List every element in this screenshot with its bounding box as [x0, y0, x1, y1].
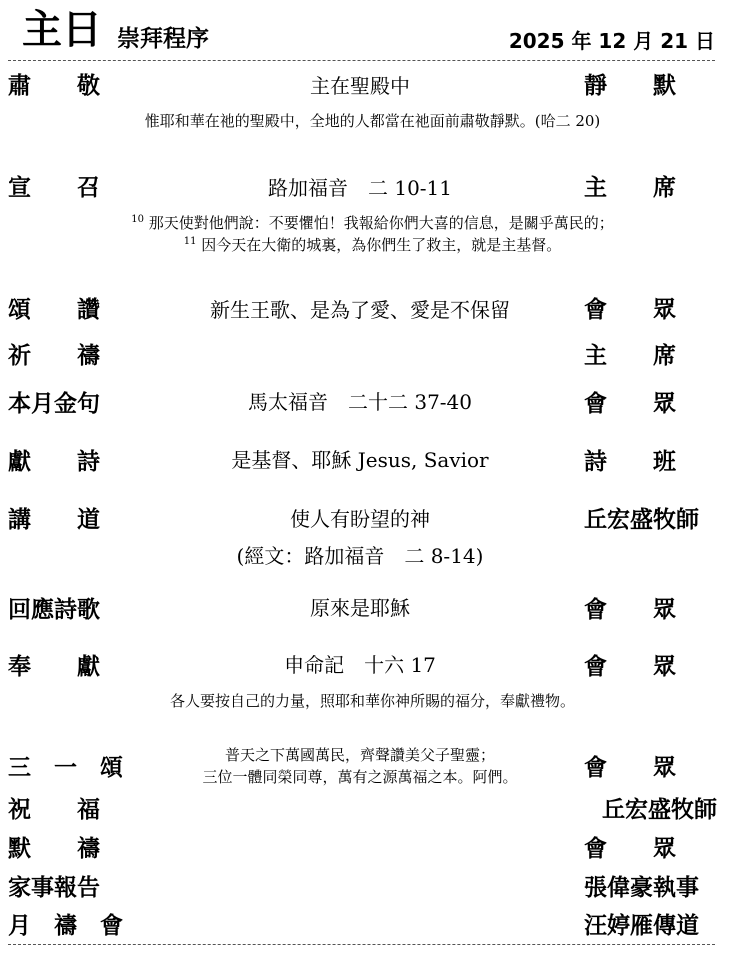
item-label-golden-verse: 本月金句	[8, 391, 100, 417]
top-divider	[8, 60, 715, 61]
item-center-call: 路加福音 二 10-11	[267, 176, 452, 200]
item-right-anthem: 詩 班	[584, 449, 676, 475]
item-right-reverence: 靜 默	[584, 73, 676, 99]
item-label-offering: 奉 獻	[8, 654, 100, 680]
item-note-call-line2: $^{11}$ 因今天在大衛的城裏，為你們生了救主，就是主基督。	[183, 236, 562, 254]
item-right-silent-prayer: 會 眾	[584, 836, 676, 862]
item-label-doxology: 三 一 頌	[8, 755, 123, 781]
item-right-doxology: 會 眾	[584, 755, 676, 781]
item-right-announcements: 張偉豪執事	[584, 875, 699, 901]
item-center-doxology-line1: 普天之下萬國萬民，齊聲讚美父子聖靈；	[224, 746, 495, 764]
item-center-anthem: 是基督、耶穌 Jesus, Savior	[231, 448, 489, 472]
item-right-prayer: 主 席	[584, 343, 676, 369]
item-center-sermon-scripture: (經文：路加福音 二 8-14)	[236, 544, 484, 568]
item-right-response-hymn: 會 眾	[584, 597, 676, 623]
item-right-sermon: 丘宏盛牧師	[584, 507, 699, 533]
item-label-prayer: 祈 禱	[8, 343, 100, 369]
item-label-response-hymn: 回應詩歌	[8, 597, 100, 623]
page-title: 主日	[22, 7, 102, 53]
item-right-monthly-prayer: 汪婷雁傳道	[584, 913, 699, 939]
item-label-benediction: 祝 福	[8, 797, 100, 823]
item-note-offering: 各人要按自己的力量，照耶和華你神所賜的福分，奉獻禮物。	[169, 692, 575, 710]
item-note-reverence: 惟耶和華在祂的聖殿中，全地的人都當在祂面前肅敬靜默。(哈二 20)	[144, 112, 601, 130]
item-center-response-hymn: 原來是耶穌	[310, 596, 410, 620]
item-label-call: 宣 召	[8, 175, 100, 201]
service-date: 2025 年 12 月 21 日	[508, 29, 715, 53]
item-label-sermon: 講 道	[8, 507, 100, 533]
item-right-golden-verse: 會 眾	[584, 391, 676, 417]
item-label-praise: 頌 讚	[8, 297, 100, 323]
item-label-announcements: 家事報告	[8, 875, 100, 901]
item-center-reverence: 主在聖殿中	[310, 74, 410, 98]
item-right-praise: 會 眾	[584, 297, 676, 323]
item-right-benediction: 丘宏盛牧師	[602, 797, 717, 823]
item-center-sermon: 使人有盼望的神	[290, 507, 430, 531]
item-center-praise: 新生王歌、是為了愛、愛是不保留	[210, 298, 510, 322]
item-center-doxology-line2: 三位一體同榮同尊，萬有之源萬福之本。阿們。	[202, 768, 518, 786]
item-center-offering: 申命記 十六 17	[284, 653, 436, 677]
item-label-silent-prayer: 默 禱	[8, 836, 100, 862]
item-center-golden-verse: 馬太福音 二十二 37-40	[247, 390, 472, 414]
item-label-monthly-prayer: 月 禱 會	[8, 913, 123, 939]
item-label-reverence: 肅 敬	[8, 73, 100, 99]
bottom-divider	[8, 944, 715, 945]
item-label-anthem: 獻 詩	[8, 449, 100, 475]
item-right-call: 主 席	[584, 175, 676, 201]
item-note-call-line1: $^{10}$ 那天使對他們說：不要懼怕！我報給你們大喜的信息，是關乎萬民的；	[131, 214, 614, 232]
item-right-offering: 會 眾	[584, 654, 676, 680]
page-subtitle: 崇拜程序	[117, 26, 209, 52]
